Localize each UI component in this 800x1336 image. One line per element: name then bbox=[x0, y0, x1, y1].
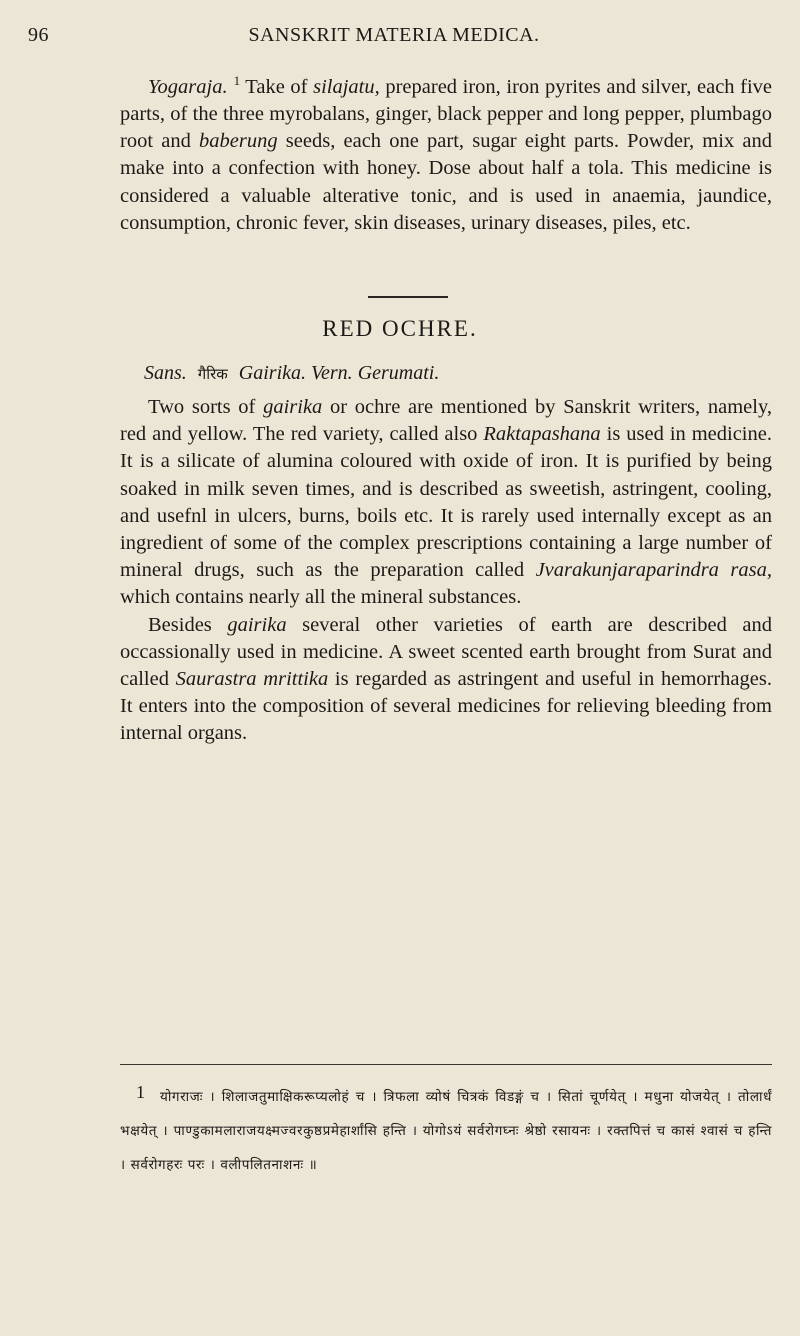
sanskrit-name: Gairika. bbox=[238, 362, 307, 384]
term-jvarakunjaraparindra: Jvarakunjaraparindra rasa, bbox=[535, 559, 772, 582]
p1-text-a: Two sorts of bbox=[148, 396, 264, 418]
vernacular-name: Gerumati. bbox=[357, 362, 440, 384]
page-number: 96 bbox=[28, 24, 49, 46]
term-silajatu: silajatu, bbox=[313, 75, 380, 98]
synonyms-line bbox=[144, 362, 439, 385]
term-gairika-2: gairika bbox=[227, 613, 287, 636]
sanskrit-name-devanagari: गैरिक bbox=[197, 365, 228, 383]
yogaraja-text-1: Take of bbox=[240, 75, 314, 98]
section-title: RED OCHRE. bbox=[322, 316, 478, 341]
paragraph-earths bbox=[120, 612, 772, 748]
p1-text-c: is used in medicine. It is a silicate of alumina coloured with oxide of iron. It is purified by being soaked in milk seven times, and is described as sweetish, astringent, cooling, and usefnl in ulcers, burns, boils etc. It is rarely used internally except as an ingredient of some of the complex prescriptions containing a large number of mineral drugs, such as the preparation called bbox=[120, 423, 772, 582]
vern-label: Vern. bbox=[311, 362, 353, 384]
footnote-number: 1 bbox=[136, 1082, 145, 1102]
red-ochre-body bbox=[120, 394, 772, 748]
p1-text-b: or ochre are mentioned by Sanskrit writers, namely, red and yellow. The red variety, called also bbox=[120, 396, 772, 446]
section-divider bbox=[368, 296, 448, 298]
yogaraja-title: Yogaraja. bbox=[148, 75, 228, 98]
term-gairika: gairika bbox=[263, 396, 323, 418]
term-raktapashana: Raktapashana bbox=[483, 423, 601, 446]
p2-text-a: Besides bbox=[148, 613, 228, 636]
running-head bbox=[28, 24, 760, 52]
term-saurastra-mrittika: Saurastra mrittika bbox=[175, 668, 329, 691]
sans-label: Sans. bbox=[144, 362, 187, 384]
footnote-sanskrit: योगराजः । शिलाजतुमाक्षिकरूप्यलोहं च । त्रिफला व्योषं चित्रकं विडङ्गं च । सितां चूर्णयेत् । मधुना योजयेत् । तोलार्धं भक्षयेत् । पाण्डुकामलाराजयक्ष्मज्वरकुष्ठप्रमेहार्शांसि हन्ति । योगोऽयं सर्वरोगघ्नः श्रेष्ठो रसायनः । रक्तपित्तं च कासं श्वासं च हन्ति । सर्वरोगहरः परः । वलीपलितनाशनः ॥ bbox=[120, 1089, 772, 1173]
p2-text-b: several other varieties of earth are described and occassionally used in medicine. A sweet scented earth brought from Surat and called bbox=[120, 613, 772, 691]
p1-text-d: which contains nearly all the mineral substances. bbox=[120, 586, 522, 609]
term-baberung: baberung bbox=[199, 130, 278, 153]
footnote-rule bbox=[120, 1064, 772, 1065]
yogaraja-text-3: seeds, each one part, sugar eight parts. Powder, mix and make into a confection with honey. Dose about half a tola. This medicine is considered a valuable alterative tonic, and is used in anaemia, jaundice, consumption, chronic fever, skin diseases, urinary diseases, piles, etc. bbox=[120, 130, 772, 234]
yogaraja-paragraph bbox=[120, 67, 772, 237]
running-title: SANSKRIT MATERIA MEDICA. bbox=[248, 24, 540, 46]
yogaraja-text-2: prepared iron, iron pyrites and silver, each five parts, of the three myrobalans, ginger, black pepper and long pepper, plumbago root and bbox=[120, 75, 773, 153]
footnote-ref: 1 bbox=[233, 73, 241, 88]
p2-text-c: is regarded as astringent and useful in hemorrhages. It enters into the composition of several medicines for relieving bleeding from internal organs. bbox=[120, 668, 772, 745]
paragraph-gairika bbox=[120, 394, 772, 612]
